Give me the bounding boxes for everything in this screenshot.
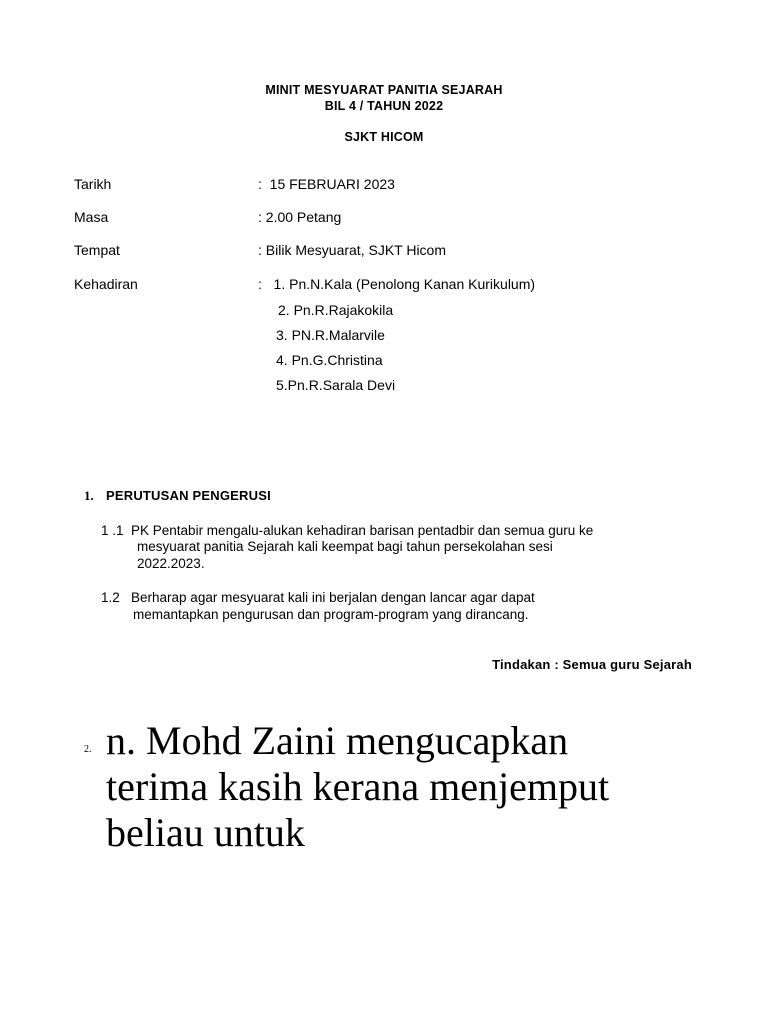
time-value: : 2.00 Petang bbox=[258, 209, 342, 225]
attendee-2: 2. Pn.R.Rajakokila bbox=[278, 302, 394, 318]
attendance-label: Kehadiran bbox=[74, 276, 138, 292]
action-note: Tindakan : Semua guru Sejarah bbox=[492, 657, 692, 672]
time-label: Masa bbox=[74, 209, 109, 225]
school-name: SJKT HICOM bbox=[344, 130, 424, 144]
attendee-4: 4. Pn.G.Christina bbox=[276, 352, 383, 368]
section-1-number: 1. bbox=[84, 488, 94, 503]
section-2-number: 2. bbox=[84, 744, 92, 755]
attendee-3: 3. PN.R.Malarvile bbox=[276, 327, 385, 343]
item-1-1-line-3: 2022.2023. bbox=[137, 556, 205, 571]
date-value: : 15 FEBRUARI 2023 bbox=[258, 176, 395, 192]
section-2-line-3: beliau untuk bbox=[106, 810, 305, 855]
item-1-1-line-2: mesyuarat panitia Sejarah kali keempat bagi tahun persekolahan sesi bbox=[137, 539, 553, 554]
place-label: Tempat bbox=[74, 242, 120, 258]
date-label: Tarikh bbox=[74, 176, 112, 192]
attendee-1: : 1. Pn.N.Kala (Penolong Kanan Kurikulum) bbox=[258, 276, 536, 292]
minutes-number: BIL 4 / TAHUN 2022 bbox=[324, 99, 444, 113]
section-2-line-1: n. Mohd Zaini mengucapkan bbox=[106, 718, 569, 763]
item-1-1-line-1: 1 .1 PK Pentabir mengalu-alukan kehadiran barisan pentadbir dan semua guru ke bbox=[101, 523, 594, 538]
minutes-title: MINIT MESYUARAT PANITIA SEJARAH bbox=[265, 83, 503, 97]
item-1-2-line-1: 1.2 Berharap agar mesyuarat kali ini berjalan dengan lancar agar dapat bbox=[101, 590, 535, 605]
section-2-text bbox=[106, 718, 746, 856]
place-value: : Bilik Mesyuarat, SJKT Hicom bbox=[258, 242, 447, 258]
attendee-5: 5.Pn.R.Sarala Devi bbox=[276, 377, 396, 393]
section-2-line-2: terima kasih kerana menjemput bbox=[106, 764, 610, 809]
item-1-2-line-2: memantapkan pengurusan dan program-program yang dirancang. bbox=[133, 607, 529, 622]
section-1-heading: PERUTUSAN PENGERUSI bbox=[106, 488, 271, 503]
